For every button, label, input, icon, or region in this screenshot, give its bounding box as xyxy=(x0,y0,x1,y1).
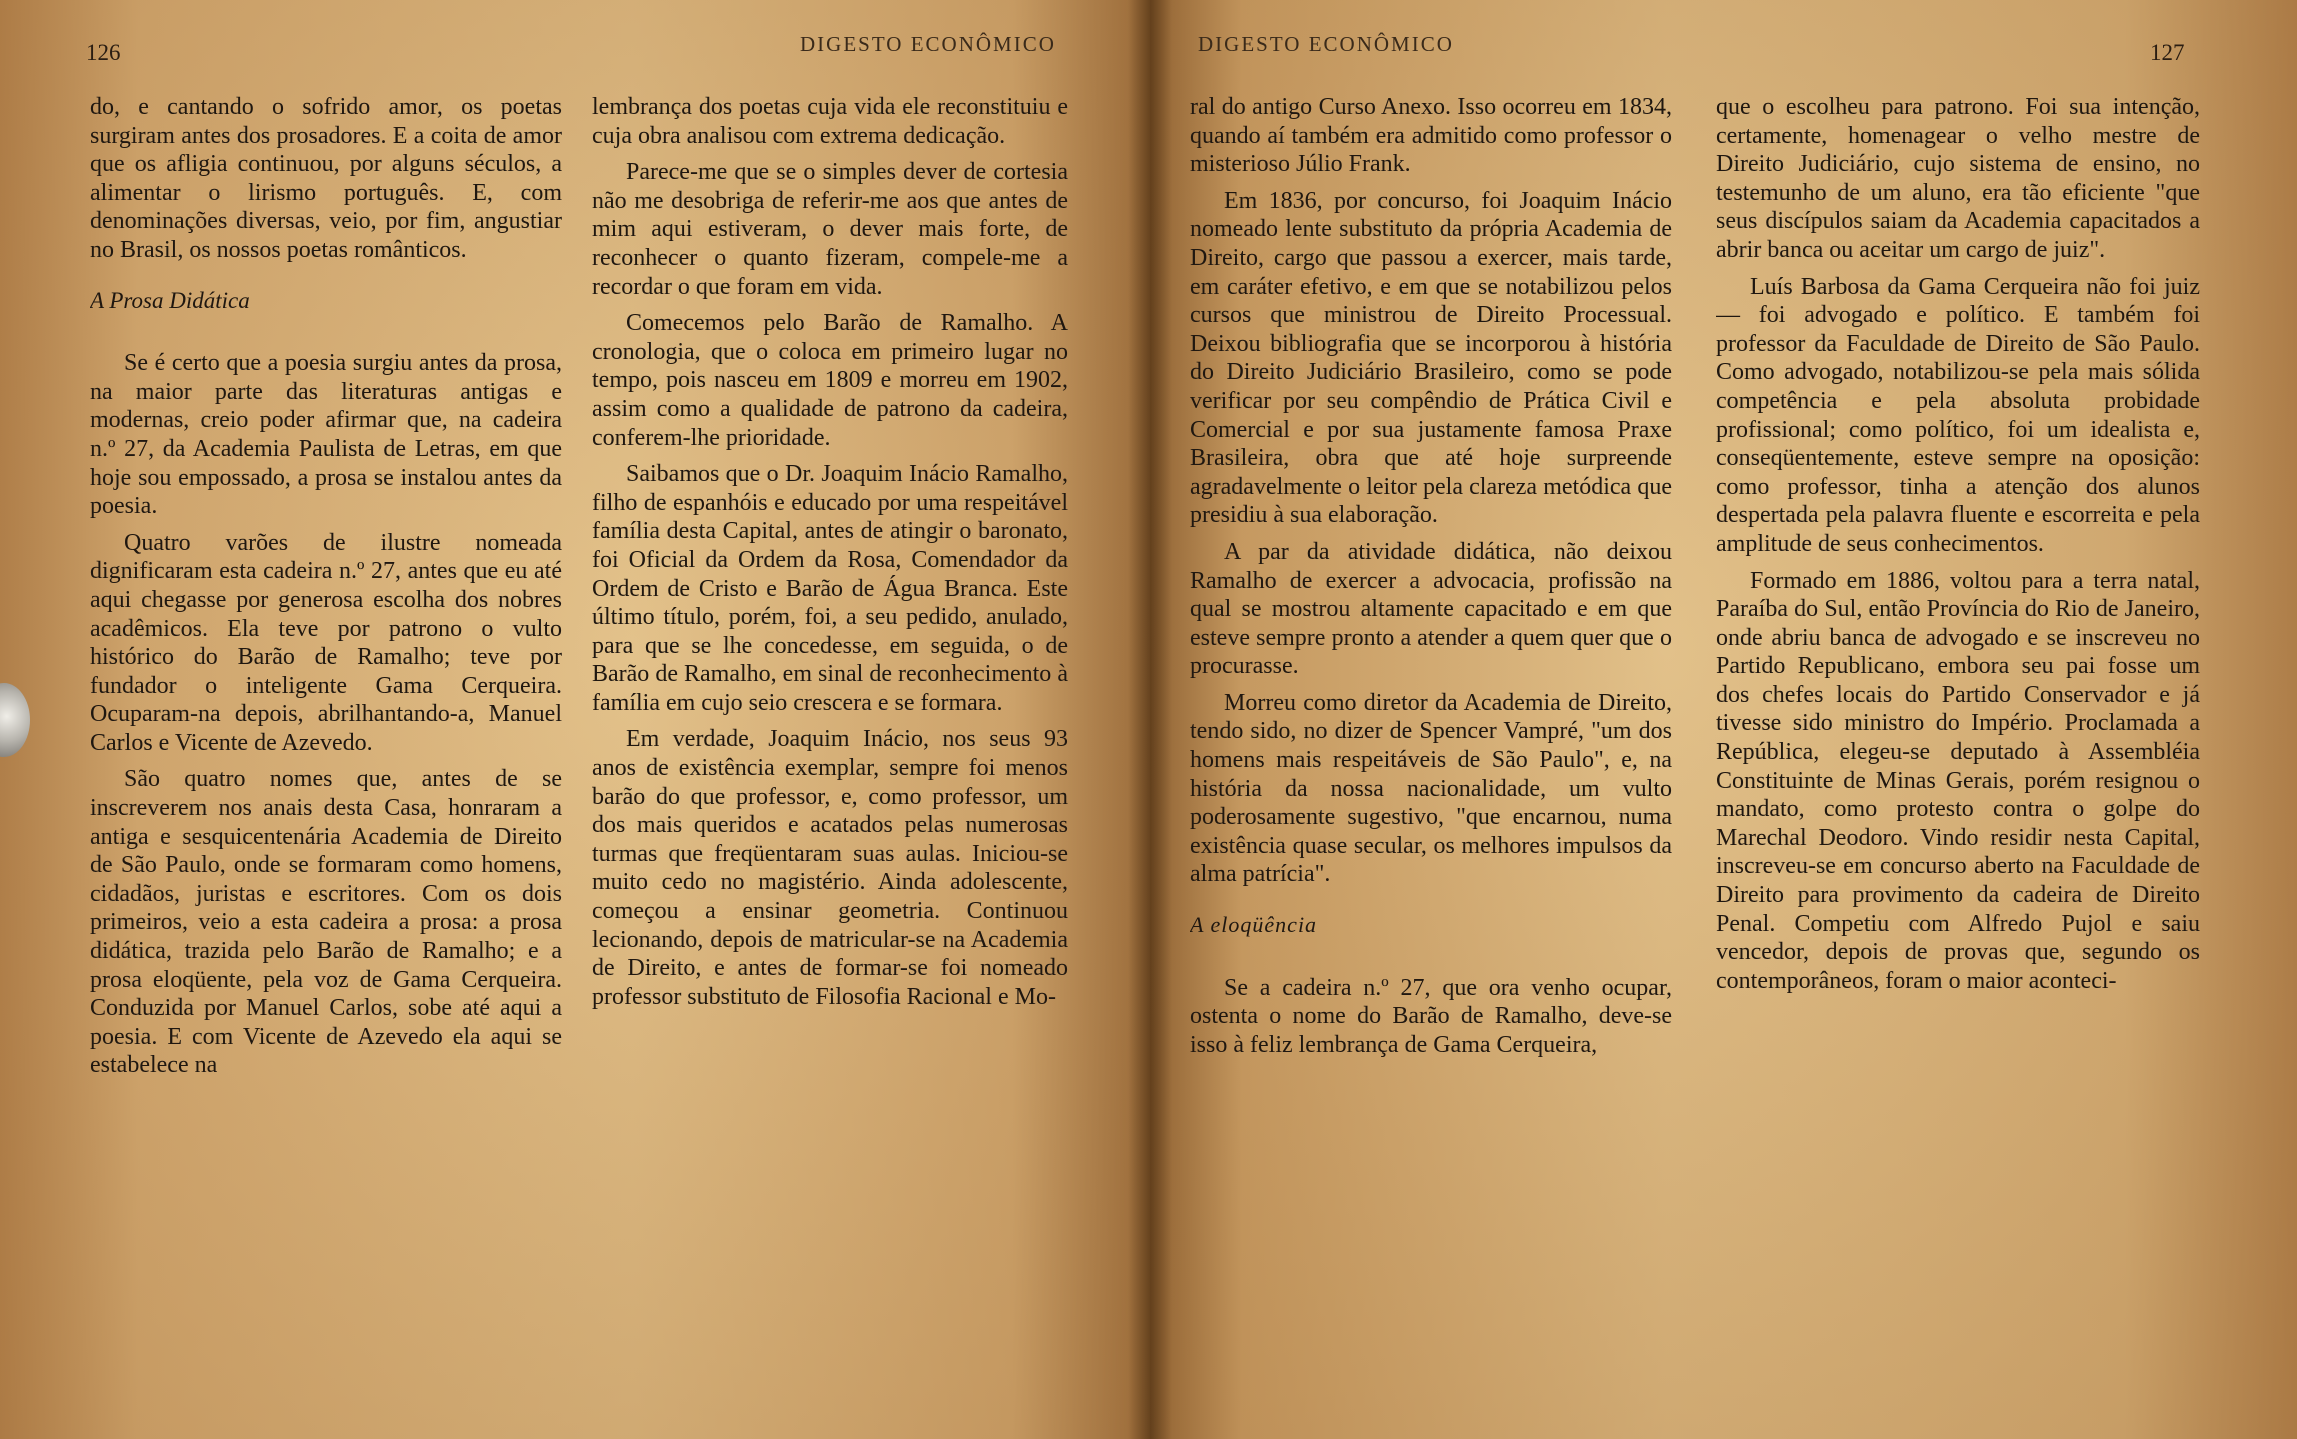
section-heading: A Prosa Didática xyxy=(90,287,250,313)
paragraph: Em verdade, Joaquim Inácio, nos seus 93 anos de existência exemplar, sempre foi menos barão do que professor, e, como professor, um dos mais queridos e acatados pelas numerosas turmas que freqüentaram suas aulas. Iniciou-se muito cedo no magistério. Ainda adolescente, começou a ensinar geometria. Continuou lecionando, depois de matricular-se na Academia de Direito, e antes de formar-se foi nomeado professor substituto de Filosofia Racional e Mo- xyxy=(592,726,1068,1010)
right-page-column-2 xyxy=(1716,93,2200,1393)
paragraph: Se é certo que a poesia surgiu antes da prosa, na maior parte das literaturas antigas e modernas, creio poder afirmar que, na cadeira n.º 27, da Academia Paulista de Letras, em que hoje sou empossado, a prosa se instalou antes da poesia. xyxy=(90,350,562,520)
paragraph: Formado em 1886, voltou para a terra natal, Paraíba do Sul, então Província do Rio de Janeiro, onde abriu banca de advogado e se inscreveu no Partido Republicano, embora seu pai fosse um dos chefes locais do Partido Conservador e já tivesse sido ministro do Império. Proclamada a República, elegeu-se deputado à Assembléia Constituinte de Minas Gerais, porém resignou o mandato, como protesto contra o golpe do Marechal Deodoro. Vindo residir nesta Capital, inscreveu-se em concurso aberto na Faculdade de Direito para provimento da cadeira de Direito Penal. Competiu com Alfredo Pujol e saiu vencedor, depois de provas que, segundo os contemporâneos, foram o maior aconteci- xyxy=(1716,567,2200,994)
paragraph: que o escolheu para patrono. Foi sua intenção, certamente, homenagear o velho mestre de Direito Judiciário, cujo sistema de ensino, no testemunho de um aluno, era tão eficiente "que seus discípulos saiam da Academia capacitados a abrir banca ou aceitar um cargo de juiz". xyxy=(1716,94,2200,263)
paragraph: Comecemos pelo Barão de Ramalho. A cronologia, que o coloca em primeiro lugar no tempo, pois nasceu em 1809 e morreu em 1902, assim como a qualidade de patrono da cadeira, conferem-lhe prioridade. xyxy=(592,310,1068,451)
paragraph: do, e cantando o sofrido amor, os poetas surgiram antes dos prosadores. E a coita de amor que os afligia continuou, por alguns séculos, a alimentar o lirismo português. E, com denominações diversas, veio, por fim, angustiar no Brasil, os nossos poetas românticos. xyxy=(90,94,562,263)
paragraph: Parece-me que se o simples dever de cortesia não me desobriga de referir-me aos que antes de mim aqui estiveram, o dever mais forte, de reconhecer o quanto fizeram, compele-me a recordar o que foram em vida. xyxy=(592,159,1068,300)
paragraph: lembrança dos poetas cuja vida ele reconstituiu e cuja obra analisou com extrema dedicação. xyxy=(592,94,1068,149)
paragraph: A par da atividade didática, não deixou Ramalho de exercer a advocacia, profissão na qual se mostrou altamente capacitado e em que esteve sempre pronto a atender a quem quer que o procurasse. xyxy=(1190,538,1672,680)
paragraph: Saibamos que o Dr. Joaquim Inácio Ramalho, filho de espanhóis e educado por uma respeitável família desta Capital, antes de atingir o baronato, foi Oficial da Ordem da Rosa, Comendador da Ordem de Cristo e Barão de Água Branca. Este último título, porém, foi, a seu pedido, anulado, para que se lhe concedesse, em seguida, o de Barão de Ramalho, em sinal de reconhecimento à família em cujo seio crescera e se formara. xyxy=(592,461,1068,716)
paragraph: Morreu como diretor da Academia de Direito, tendo sido, no dizer de Spencer Vampré, "um dos homens mais respeitáveis de São Paulo", e, na história da nossa nacionalidade, um vulto poderosamente sugestivo, "que encarnou, numa existência quase secular, os melhores impulsos da alma patrícia". xyxy=(1190,689,1672,888)
running-head-left: DIGESTO ECONÔMICO xyxy=(800,32,1056,56)
left-page-column-1 xyxy=(90,93,562,1393)
page-number-left: 126 xyxy=(86,40,121,65)
paragraph: São quatro nomes que, antes de se inscreverem nos anais desta Casa, honraram a antiga e sesquicentenária Academia de Direito de São Paulo, onde se formaram como homens, cidadãos, juristas e escritores. Com os dois primeiros, veio a esta cadeira a prosa: a prosa didática, trazida pelo Barão de Ramalho; e a prosa eloqüente, pela voz de Gama Cerqueira. Conduzida por Manuel Carlos, sobe até aqui a poesia. E com Vicente de Azevedo ela aqui se estabelece na xyxy=(90,766,562,1079)
book-gutter xyxy=(1128,0,1172,1439)
paper-clip-edge xyxy=(0,683,30,757)
left-page-column-2 xyxy=(592,93,1068,1393)
paragraph: Se a cadeira n.º 27, que ora venho ocupar, ostenta o nome do Barão de Ramalho, deve-se isso à feliz lembrança de Gama Cerqueira, xyxy=(1190,974,1672,1058)
paragraph: Quatro varões de ilustre nomeada dignificaram esta cadeira n.º 27, antes que eu até aqui chegasse por generosa escolha dos nobres acadêmicos. Ela teve por patrono o vulto histórico do Barão de Ramalho; teve por fundador o inteligente Gama Cerqueira. Ocuparam-na depois, abrilhantando-a, Manuel Carlos e Vicente de Azevedo. xyxy=(90,529,562,756)
running-head-right: DIGESTO ECONÔMICO xyxy=(1198,32,1454,56)
paragraph: ral do antigo Curso Anexo. Isso ocorreu em 1834, quando aí também era admitido como professor o misterioso Júlio Frank. xyxy=(1190,94,1672,178)
page-number-right: 127 xyxy=(2150,40,2185,65)
paragraph: Luís Barbosa da Gama Cerqueira não foi juiz — foi advogado e político. E também foi professor da Faculdade de Direito de São Paulo. Como advogado, notabilizou-se pela mais sólida competência e pela absoluta probidade profissional; como político, foi um idealista e, conseqüentemente, esteve sempre na oposição: como professor, tinha a atenção dos alunos despertada pela palavra fluente e escorreita e pela amplitude de seus conhecimentos. xyxy=(1716,273,2200,557)
right-page-column-1 xyxy=(1190,93,1672,1393)
section-heading: A eloqüência xyxy=(1190,912,1318,938)
paragraph: Em 1836, por concurso, foi Joaquim Inácio nomeado lente substituto da própria Academia de Direito, cargo que passou a exercer, mais tarde, em caráter efetivo, e em que se notabilizou pelos cursos que ministrou de Direito Processual. Deixou bibliografia que se incorporou à história do Direito Judiciário Brasileiro, como se pode verificar por seu compêndio de Prática Civil e Comercial e por sua justamente famosa Praxe Brasileira, obra que até hoje surpreende agradavelmente o leitor pela clareza metódica que presidiu à sua elaboração. xyxy=(1190,187,1672,529)
right-page xyxy=(1150,0,2297,1439)
